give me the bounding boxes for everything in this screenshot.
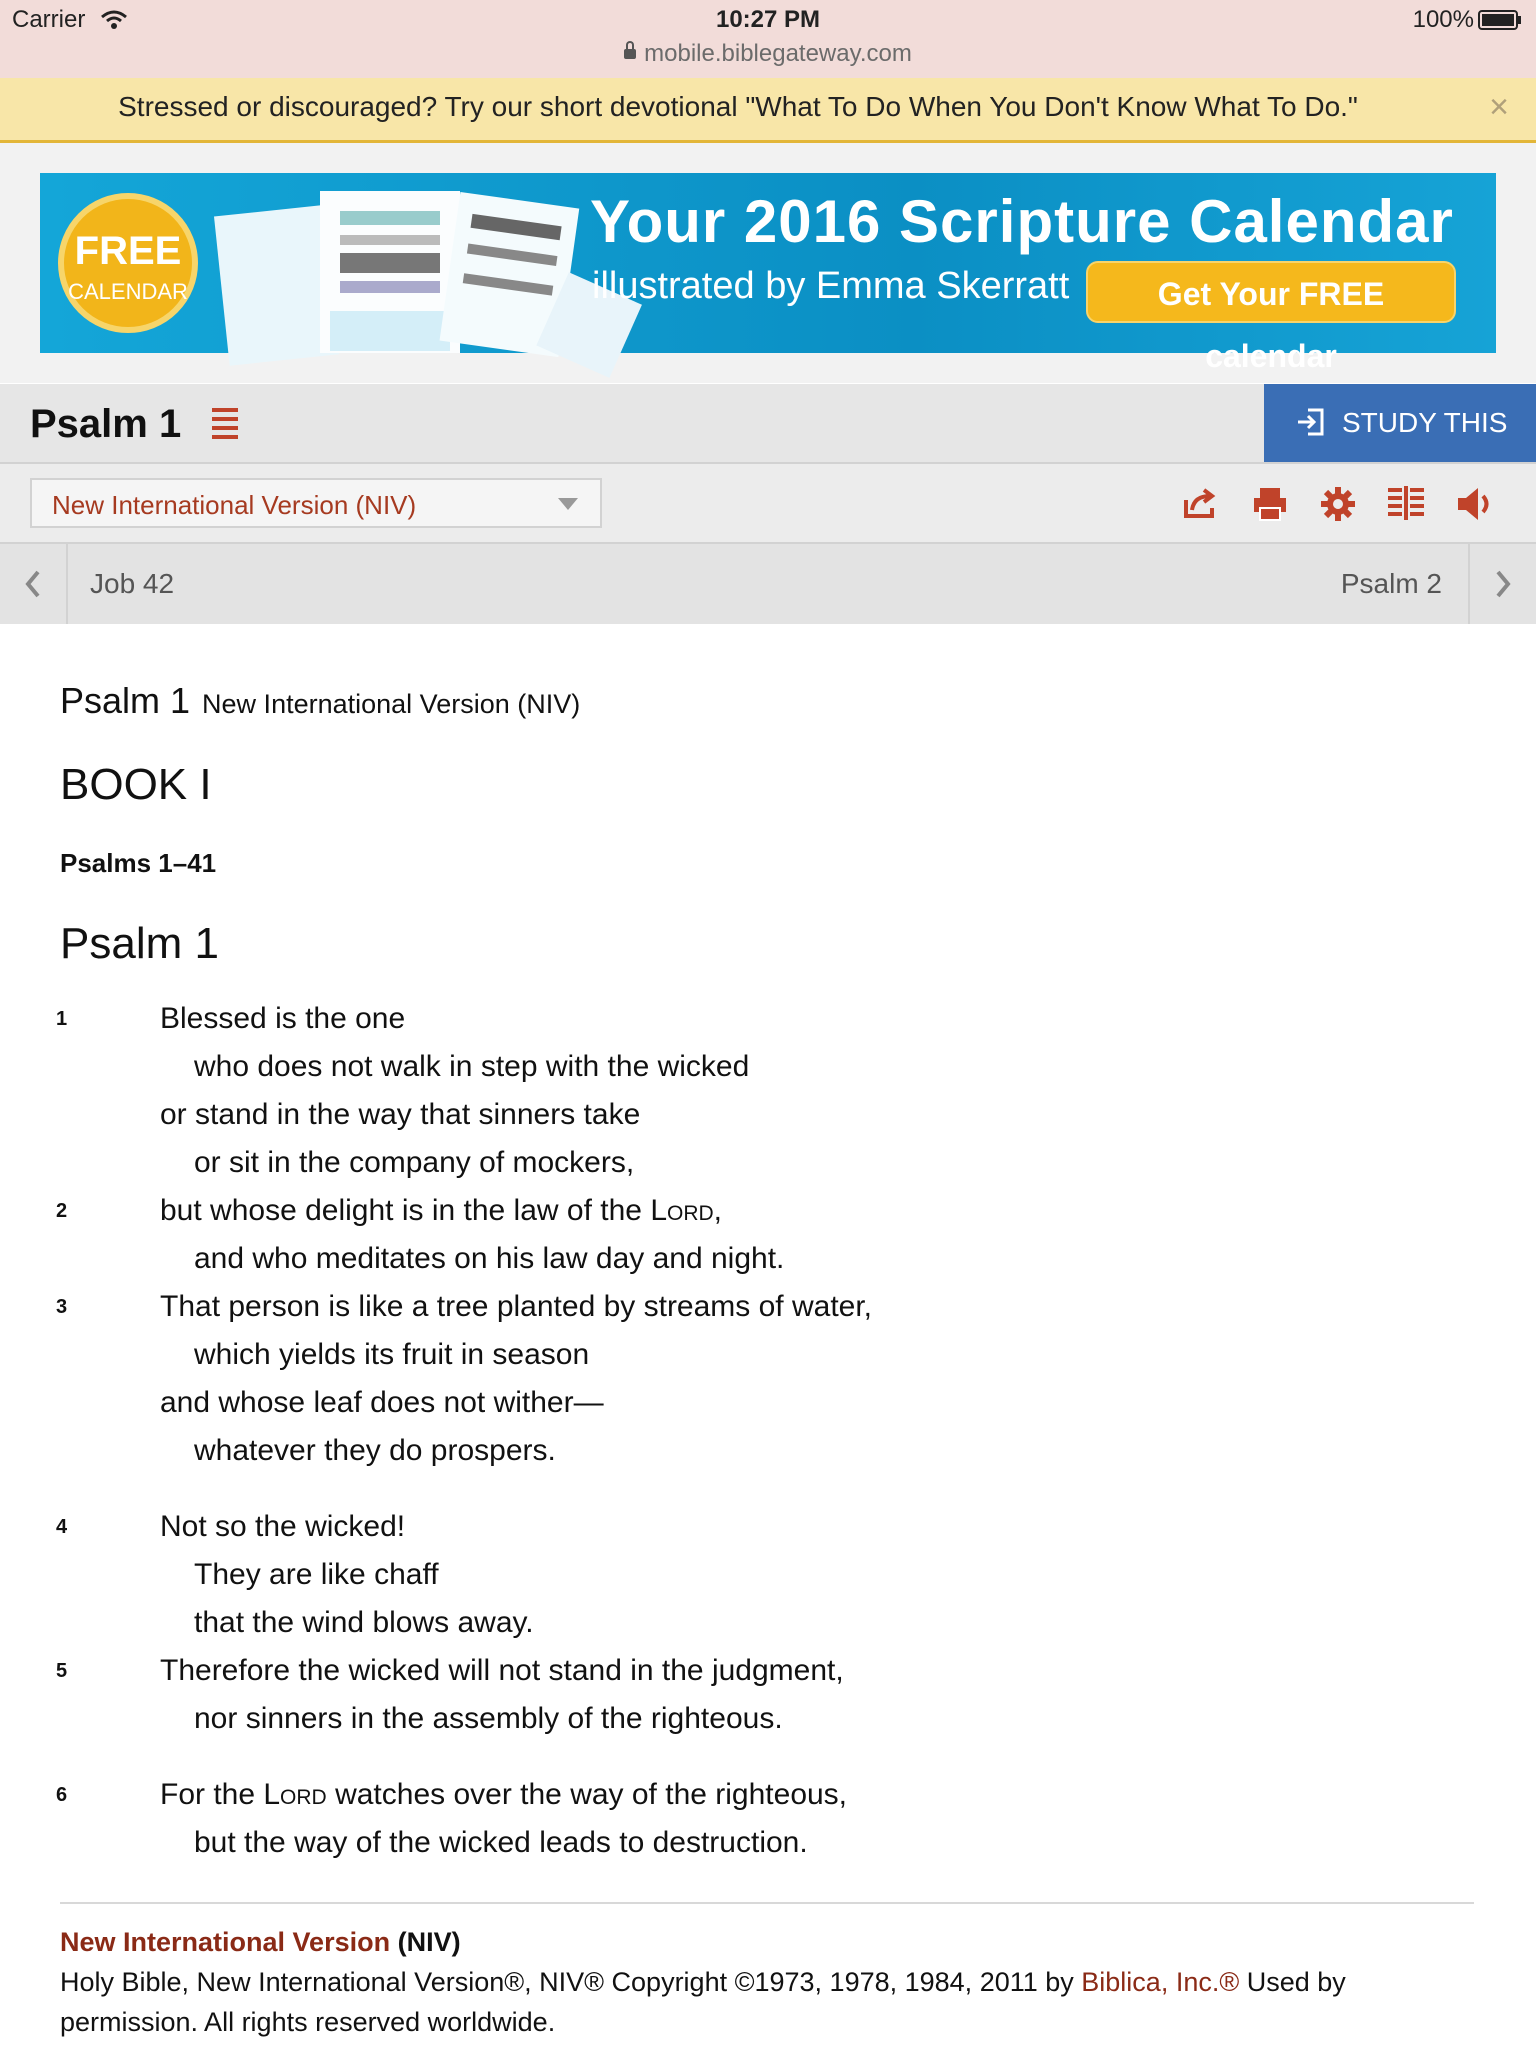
print-icon[interactable]	[1250, 484, 1290, 524]
verse-text	[160, 1187, 722, 1235]
passage-text	[56, 680, 1480, 1867]
verse-line	[56, 1503, 1480, 1551]
verse-line	[60, 1139, 1480, 1187]
verse-text-part: watches over the way of the righteous,	[326, 1778, 848, 1811]
address-bar[interactable]	[0, 40, 1536, 68]
parallel-view-icon[interactable]	[1386, 484, 1426, 524]
badge-free-text: FREE	[74, 229, 182, 273]
verse-number: 6	[56, 1784, 68, 1806]
passage-header	[0, 384, 1536, 464]
verse-line	[60, 1695, 1480, 1743]
notice-banner[interactable]	[0, 78, 1536, 143]
study-this-label: STUDY THIS	[1342, 407, 1508, 438]
verse-text: Not so the wicked!	[160, 1510, 406, 1543]
url-text: mobile.biblegateway.com	[644, 40, 912, 67]
ad-title: Your 2016 Scripture Calendar	[590, 188, 1454, 255]
verse-line	[56, 1647, 1480, 1695]
verse-text: That person is like a tree planted by streams of water,	[160, 1290, 873, 1323]
lock-icon	[624, 49, 636, 59]
calendar-cards-image	[180, 181, 620, 353]
battery-percent: 100%	[1412, 6, 1474, 33]
verse-number: 4	[56, 1516, 68, 1538]
stanza-3	[56, 1771, 1480, 1867]
battery-icon	[1478, 10, 1522, 30]
verse-line	[60, 1551, 1480, 1599]
copyright-rest: Used by permission. All rights reserved worldwide.	[60, 1967, 1346, 2037]
footer-divider	[60, 1902, 1474, 1904]
chevron-left-icon[interactable]	[0, 544, 68, 624]
version-abbr: (NIV)	[390, 1927, 461, 1957]
copyright-lead: Holy Bible, New International Version®, NIV® Copyright ©1973, 1978, 1984, 2011 by	[60, 1967, 1082, 1997]
verse-line	[56, 1283, 1480, 1331]
close-icon[interactable]: ×	[1489, 88, 1509, 126]
passage-title[interactable]: Psalm 1	[30, 402, 182, 446]
verse-text: which yields its fruit in season	[194, 1338, 590, 1371]
previous-chapter-link[interactable]: Job 42	[90, 568, 175, 599]
verse-line	[60, 1091, 1480, 1139]
ad-subtitle: illustrated by Emma Skerratt	[592, 265, 1070, 307]
verse-line	[60, 1379, 1480, 1427]
verse-line	[60, 1235, 1480, 1283]
verse-text: Therefore the wicked will not stand in the judgment,	[160, 1654, 844, 1687]
verse-number: 2	[56, 1200, 68, 1222]
dropdown-caret-icon	[558, 498, 578, 510]
free-calendar-badge	[58, 193, 198, 333]
verse-line	[60, 1331, 1480, 1379]
passage-heading-version: New International Version (NIV)	[202, 689, 581, 719]
verse-line	[56, 995, 1480, 1043]
book-subtitle: Psalms 1–41	[60, 848, 217, 878]
passage-heading-ref: Psalm 1	[60, 680, 191, 721]
carrier-label: Carrier	[12, 6, 86, 33]
lord-small-caps: Lord	[263, 1778, 327, 1811]
verse-number: 1	[56, 1008, 68, 1030]
version-link[interactable]: New International Version	[60, 1927, 391, 1957]
verse-text: who does not walk in step with the wicked	[194, 1050, 750, 1083]
share-icon[interactable]	[1180, 484, 1220, 524]
footer-version-line	[60, 1922, 1480, 1962]
lord-small-caps: Lord	[650, 1194, 714, 1227]
verse-number: 5	[56, 1660, 68, 1682]
verse-text	[160, 1771, 847, 1819]
verse-line	[60, 1599, 1480, 1647]
stanza-1	[56, 995, 1480, 1475]
verse-line	[56, 1771, 1480, 1819]
psalm-title: Psalm 1	[60, 919, 219, 968]
verse-text: or stand in the way that sinners take	[160, 1098, 641, 1131]
chevron-right-icon[interactable]	[1468, 544, 1536, 624]
clock: 10:27 PM	[715, 6, 821, 33]
book-title: BOOK I	[60, 760, 212, 809]
verse-line	[56, 1187, 1480, 1235]
version-toolbar	[0, 464, 1536, 542]
verse-line	[60, 1043, 1480, 1091]
verse-text: and who meditates on his law day and night.	[194, 1242, 785, 1275]
audio-speaker-icon[interactable]	[1454, 484, 1494, 524]
stanza-2	[56, 1503, 1480, 1743]
verse-text: that the wind blows away.	[194, 1606, 534, 1639]
verse-text: Blessed is the one	[160, 1002, 406, 1035]
settings-gear-icon[interactable]	[1318, 484, 1358, 524]
verse-text: or sit in the company of mockers,	[194, 1146, 635, 1179]
verse-text-part: For the	[160, 1778, 264, 1811]
version-select-value: New International Version (NIV)	[52, 490, 417, 520]
publisher-link[interactable]: Biblica, Inc.®	[1081, 1967, 1240, 1997]
verse-line	[60, 1819, 1480, 1867]
status-bar	[0, 0, 1536, 78]
copyright-footer	[60, 1922, 1480, 2042]
verse-text: but the way of the wicked leads to destruction.	[194, 1826, 808, 1859]
verse-text: nor sinners in the assembly of the righteous.	[194, 1702, 783, 1735]
verse-number: 3	[56, 1296, 68, 1318]
verse-line	[60, 1427, 1480, 1475]
study-this-button[interactable]	[1264, 384, 1536, 462]
version-select[interactable]	[30, 478, 602, 528]
badge-calendar-text: CALENDAR	[68, 279, 188, 304]
next-chapter-link[interactable]: Psalm 2	[1340, 568, 1442, 599]
verse-text: and whose leaf does not wither—	[160, 1386, 604, 1419]
get-calendar-button[interactable]: Get Your FREE calendar	[1086, 261, 1456, 323]
chapter-nav	[0, 542, 1536, 624]
study-icon	[1294, 406, 1326, 438]
verse-text-part: but whose delight is in the law of the	[160, 1194, 651, 1227]
verse-text: They are like chaff	[194, 1558, 439, 1591]
calendar-ad[interactable]	[40, 173, 1496, 374]
passage-menu-icon[interactable]	[212, 406, 238, 440]
passage-heading	[60, 680, 1480, 722]
notice-text[interactable]: Stressed or discouraged? Try our short devotional "What To Do When You Don't Know What To Do."	[118, 91, 1358, 122]
verse-text: whatever they do prospers.	[194, 1434, 556, 1467]
verse-text-part: ,	[713, 1194, 723, 1227]
copyright-text	[60, 1962, 1480, 2042]
